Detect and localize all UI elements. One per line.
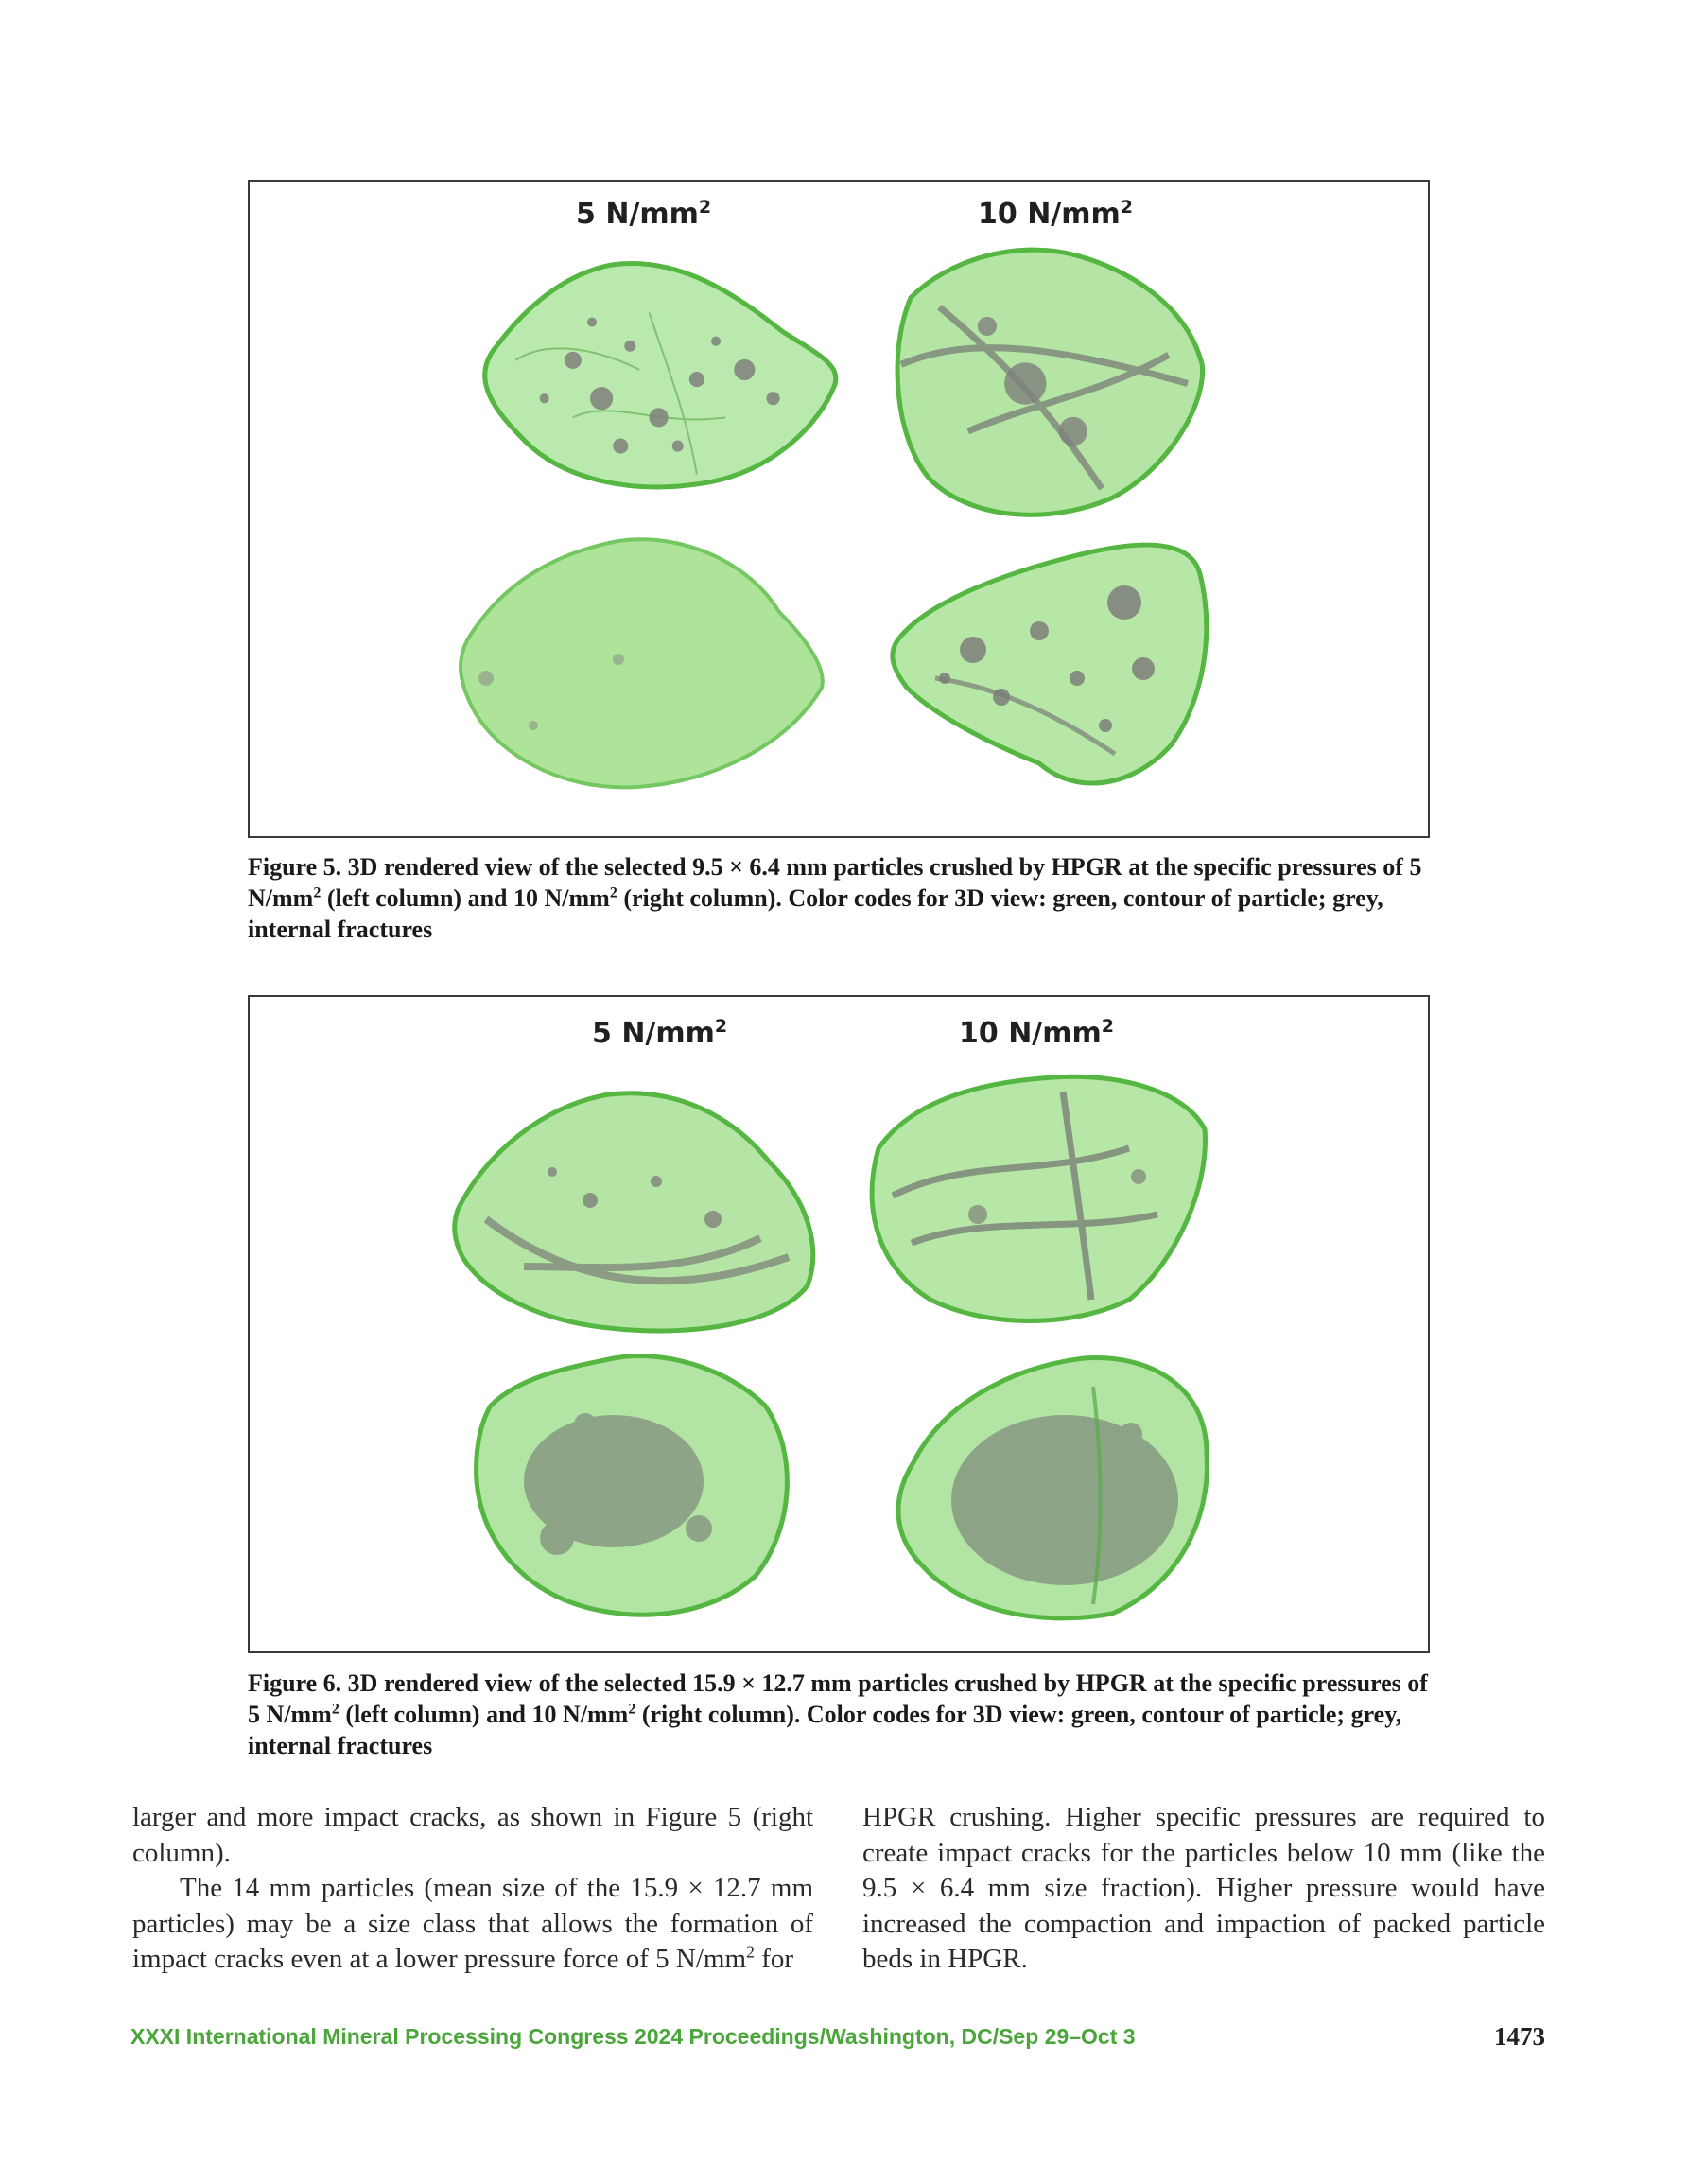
figure-6-particle-right-top xyxy=(855,1073,1209,1328)
figure-5-right-column-label: 10 $N/mm^2$ xyxy=(978,197,1134,231)
footer-conference-title: XXXI International Mineral Processing Congress 2024 Proceedings/Washington, DC/Sep 29–Oct 3 xyxy=(130,2024,1136,2049)
figure-6-particle-right-bottom xyxy=(885,1349,1211,1623)
figure-5-particle-left-bottom xyxy=(448,536,826,792)
figure-6 xyxy=(248,995,1430,1653)
body-paragraph: The 14 mm particles (mean size of the 15.9 × 12.7 mm particles) may be a size class that allows the formation of impact cracks even at a lower pressure force of 5 $N/mm^2$ for xyxy=(132,1873,813,1974)
figure-6-left-column-label: 5 $N/mm^2$ xyxy=(592,1016,728,1050)
figure-5-particle-right-top xyxy=(881,240,1208,522)
figure-5-left-column-label: 5 $N/mm^2$ xyxy=(576,197,712,231)
figure-6-caption: Figure 6. 3D rendered view of the selected 15.9 × 12.7 mm particles crushed by HPGR at the specific pressures of 5 $N/mm^2$ (left column) and 10 $N/mm^2$ (right column). Color codes for 3D view: green, contour of particle; grey, internal fractures xyxy=(248,1669,1428,1759)
figure-5 xyxy=(248,180,1430,838)
body-column-left xyxy=(132,1800,813,1978)
body-column-right xyxy=(862,1800,1545,1978)
figure-6-right-column-label: 10 $N/mm^2$ xyxy=(959,1016,1115,1050)
body-paragraph: larger and more impact cracks, as shown in Figure 5 (right column). xyxy=(132,1802,813,1868)
figure-5-particle-right-bottom xyxy=(888,536,1214,796)
body-paragraph: HPGR crushing. Higher specific pressures are required to create impact cracks for the particles below 10 mm (like the 9.5 × 6.4 mm size fraction). Higher pressure would have increased the compaction and impaction of packed particle beds in HPGR. xyxy=(862,1802,1545,1974)
page-number: 1473 xyxy=(1494,2022,1545,2051)
figure-5-caption: Figure 5. 3D rendered view of the selected 9.5 × 6.4 mm particles crushed by HPGR at the specific pressures of 5 $N/mm^2$ (left column) and 10 $N/mm^2$ (right column). Color codes for 3D view: green, contour of particle; grey, internal fractures xyxy=(248,853,1422,943)
figure-6-particle-left-bottom xyxy=(472,1349,798,1623)
figure-6-particle-left-top xyxy=(448,1087,822,1337)
figure-5-particle-left-top xyxy=(458,255,841,494)
